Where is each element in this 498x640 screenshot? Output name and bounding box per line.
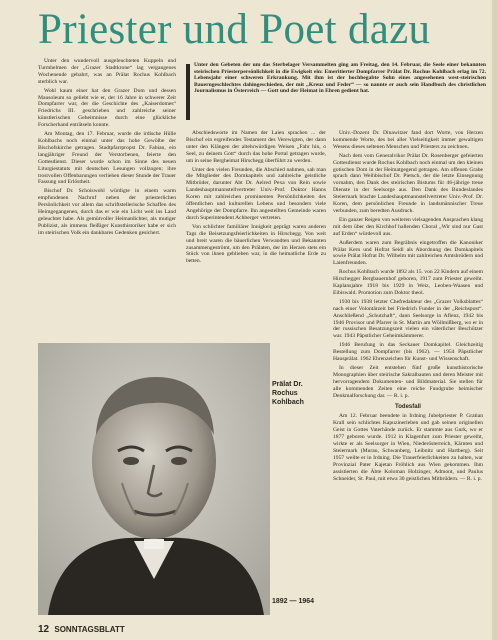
paragraph: Abschiedsworte im Namen der Laien sprachen ... der Bischof ein ergreifendes Testament des Verewigten, der dann unter den Klängen der altehrwürdigen Weisen „Fahr hin, o Seel, zu deinem Gott“ durch das hohe Portal getragen wurde, um in seine Bergheimat Hirschegg überführt zu werden. — [186, 130, 326, 164]
paragraph: Am Montag, den 17. Februar, wurde die irdische Hülle Kohlbachs noch einmal unter das hohe Gewölbe der Bischofskirche getragen. Stadtpfarrpropst Dr. Fabian, ein langjähriger Freund der Verstorbenen, feierte den Gottesdienst. Dieser wurde schon im Sinne des neuen Liturgiestatuts mit deutschen Lesungen vollzogen; ihre trostvollen Offenbarungen verliehen dieser Stunde der Trauer Fassung und Erlöstheit. — [38, 131, 176, 186]
column-middle — [186, 130, 326, 335]
column-right — [333, 130, 483, 630]
paragraph: Bischof Dr. Schoiswohl würdigte in einem warm empfundenen Nachruf neben der priesterlichen Persönlichkeit vor allem das schriftstellerische Schaffen des Heimgegangenen, durch das er wie ein Licht weit ins Land geleuchtet habe. Als gemütvoller Heimatdichter, als mutiger Publizist, als immens fleißiger Kunsthistoriker habe er sich im steirischen Volk ein dankbares Gedenken gesichert. — [38, 188, 176, 236]
todesfall-paragraph: Am 12. Februar beendete in Irdning Jubelpriester P. Gratian Krall sein schlichtes Kapuzinerleben und gab seinen originellen Geist in Gottes Vaterhände zurück. Er stammte aus Gurk, wo er 1877 geboren wurde. 1912 in Klagenfurt zum Priester geweiht, wirkte er als Seelsorger in Wien, Niederösterreich, Kärnten und Steiermark (Murau, Schwanberg, Leibnitz und Hartberg). Seit 1957 weilte er in Irdning. Die Trauerfeierlichkeiten zu halten, war Provinzial Pater Kajetan Fröhlich aus Wien gekommen. Ihm assistierten die Äbte Koloman Holzinger, Admont, und Paulus Schneider, St. Paul, mit etwa 30 geistlichen Mitbrüdern. — R. i. p. — [333, 413, 483, 482]
paragraph: 1946 Berufung in das Seckauer Domkapitel. Gleichzeitig Bestellung zum Dompfarrer (bis 1962). — 1954 Päpstlicher Hausprälat. 1962 Ehrenzeichen für Kunst- und Wissenschaft. — [333, 342, 483, 363]
publication-name: SONNTAGSBLATT — [54, 625, 125, 634]
photo-caption: Prälat Dr. Rochus Kohlbach — [272, 381, 304, 406]
article-title: Priester und Poet dazu — [38, 6, 431, 53]
page-edge — [492, 0, 498, 640]
portrait-illustration — [38, 343, 270, 615]
paragraph: Nach dem vom Generalvikor Prälat Dr. Rosenberger gefeierten Gottesdienst wurde Rochus Kohlbach noch einmal um den kleinen gotischen Dom in der Heimatgegend getragen. Am offenen Grabe sprach dann Weihbischof Dr. Pietsch, der die letzte Einsegnung vornahm, den Dank des steirischen Bistums für 46-jährige treue Dienste in der Seelsorge aus. Den Dank des Bundeslandes Steiermark brachte Landeshauptmannstellvertreter Univ.-Prof. Dr. Koren, dem persönlichen Freunde in landsmännischer Treue verbunden, zum beredten Ausdruck. — [333, 152, 483, 214]
photo-years: 1892 — 1964 — [272, 598, 315, 605]
paragraph: Rochus Kohlbach wurde 1892 als 15. von 22 Kindern auf einem Hirschegger Bergbauernhof geboren, 1917 zum Priester geweiht. Kaplansjahre 1918 bis 1929 in Weiz, Leoben-Waasen und Eibiswald. Promotion zum Doktor theol. — [333, 269, 483, 296]
paragraph: Univ.-Dozent Dr. Dinawitzer fand dort Worte, von Herzen kommende Worte, des bei aller Vielseitigkeit immer gewaltigen Wesens dieses seltenen Menschen und Priesters zu zeichnen. — [333, 130, 483, 150]
paragraph: Ein ganzer Reigen von weiteren vielsagenden Ansprachen klang mit dem über den Kirchhof hallenden Choral „Wir sind nur Gast auf Erden“ würdevoll aus. — [333, 216, 483, 237]
paragraph: Wohl kaum einer hat den Grazer Dom und dessen Mausoleum so geliebt wie er, der 16 Jahre in schwerer Zeit Dompfarrer war, der die Geschichte des „Kaiserdomes“ Friedrichs III. geschrieben und zahlreiche seiner künstlerischen Geheimnisse durch eine glückliche Forscherhand enträtseln konnte. — [38, 87, 176, 129]
paragraph: Von schlichter familiärer Innigkeit geprägt waren anderen Tags die Beisetzungsfeierlichkeiten in Hirschegg. Von weit und breit waren die bäuerlichen Verwandten und Bekannten zusammengeströmt, um den Prälaten, der im Herzen stets ein Stück von ihnen geblieben war, in die heimatliche Erde zu betten. — [186, 223, 326, 265]
column-left — [38, 58, 176, 340]
page-number: 12 — [38, 624, 50, 635]
paragraph: 1930 bis 1938 letzter Chefredakteur des „Grazer Volksblattes“ nach einer Volontärzeit bei Friedrich Funder in der „Reichspost“. Anschließend „Schutzhaft“, dann Seelsorge in Aflenz, 1942 bis 1946 Provisor und Pfarrer in St. Martin am Wöllmißberg, wo er in der russischen Besatzungszeit vielen ein väterlicher Beschützer war. 1943 Päpstlicher Geheimkämmerer. — [333, 298, 483, 340]
paragraph: Außerdem waren zum Begräbnis eingetroffen die Kanoniker Prälat Kern und Hofrat Seidl als Abordnung des Domkapitels sowie Prälat Hofrat Dr. Wilhelm mit zahlreichen Amtsbrüdern und Laienfreunden. — [333, 239, 483, 267]
paragraph: Unter den wundervoll ausgeleuchteten Kuppeln und Turmhelmen der „Grazer Stadtkrone“ lag vergangenes Wochenende gebahrt, was an Prälat Rochus Kohlbach sterblich war. — [38, 58, 176, 85]
paragraph: Unter den vielen Freunden, die Abschied nahmen, sah man die Mitglieder des Domkapitels und zahlreiche geistliche Mitbrüder, darunter Abt Dr. Aelred Pexa von Rein sowie Landeshauptmannstellvertreter Univ.-Prof. Doktor Hanns Koren mit zahlreichen prominenten Persönlichkeiten des öffentlichen und kulturellen Lebens und besonders viele Angehörige der Dompfarre. Ihn angestellten Gemeinde waren durch Superintendent Achberger vertreten. — [186, 166, 326, 221]
lead-paragraph: Unter den Gebeten der um das Sterbelager Versammelten ging am Freitag, den 14. Februar, die Seele einer bekannten steirischen Priesterpersönlichkeit in die Ewigkeit ein: Emeritierter Dompfarrer Prälat Dr. Rochus Kohlbach erlag im 72. Lebensjahr einer schweren Erkrankung. Mit ihm ist der hochbegabte Sohn eines angesehenen west-steirischen Bauerngeschlechtes dahingeschieden, der mit „Kreuz und Feder“ — so nannte er auch sein Handbuch des christlichen Journalismus in Österreich — Gott und der Heimat in Ehren gedient hat. — [194, 62, 486, 95]
paragraph: In dieser Zeit entstehen fünf große kunsthistorische Monographien über steirische Sakralbauten und deren Meister mit hervorragendem Dokumenten- und Bildmaterial. Sie stellen für alle kommenden Zeiten eine reiche Fundgrube heimischer Denkmalforschung dar. — R. i. p. — [333, 365, 483, 399]
portrait-photo — [38, 343, 270, 615]
todesfall-heading: Todesfall — [395, 403, 421, 410]
page-footer — [38, 624, 238, 638]
